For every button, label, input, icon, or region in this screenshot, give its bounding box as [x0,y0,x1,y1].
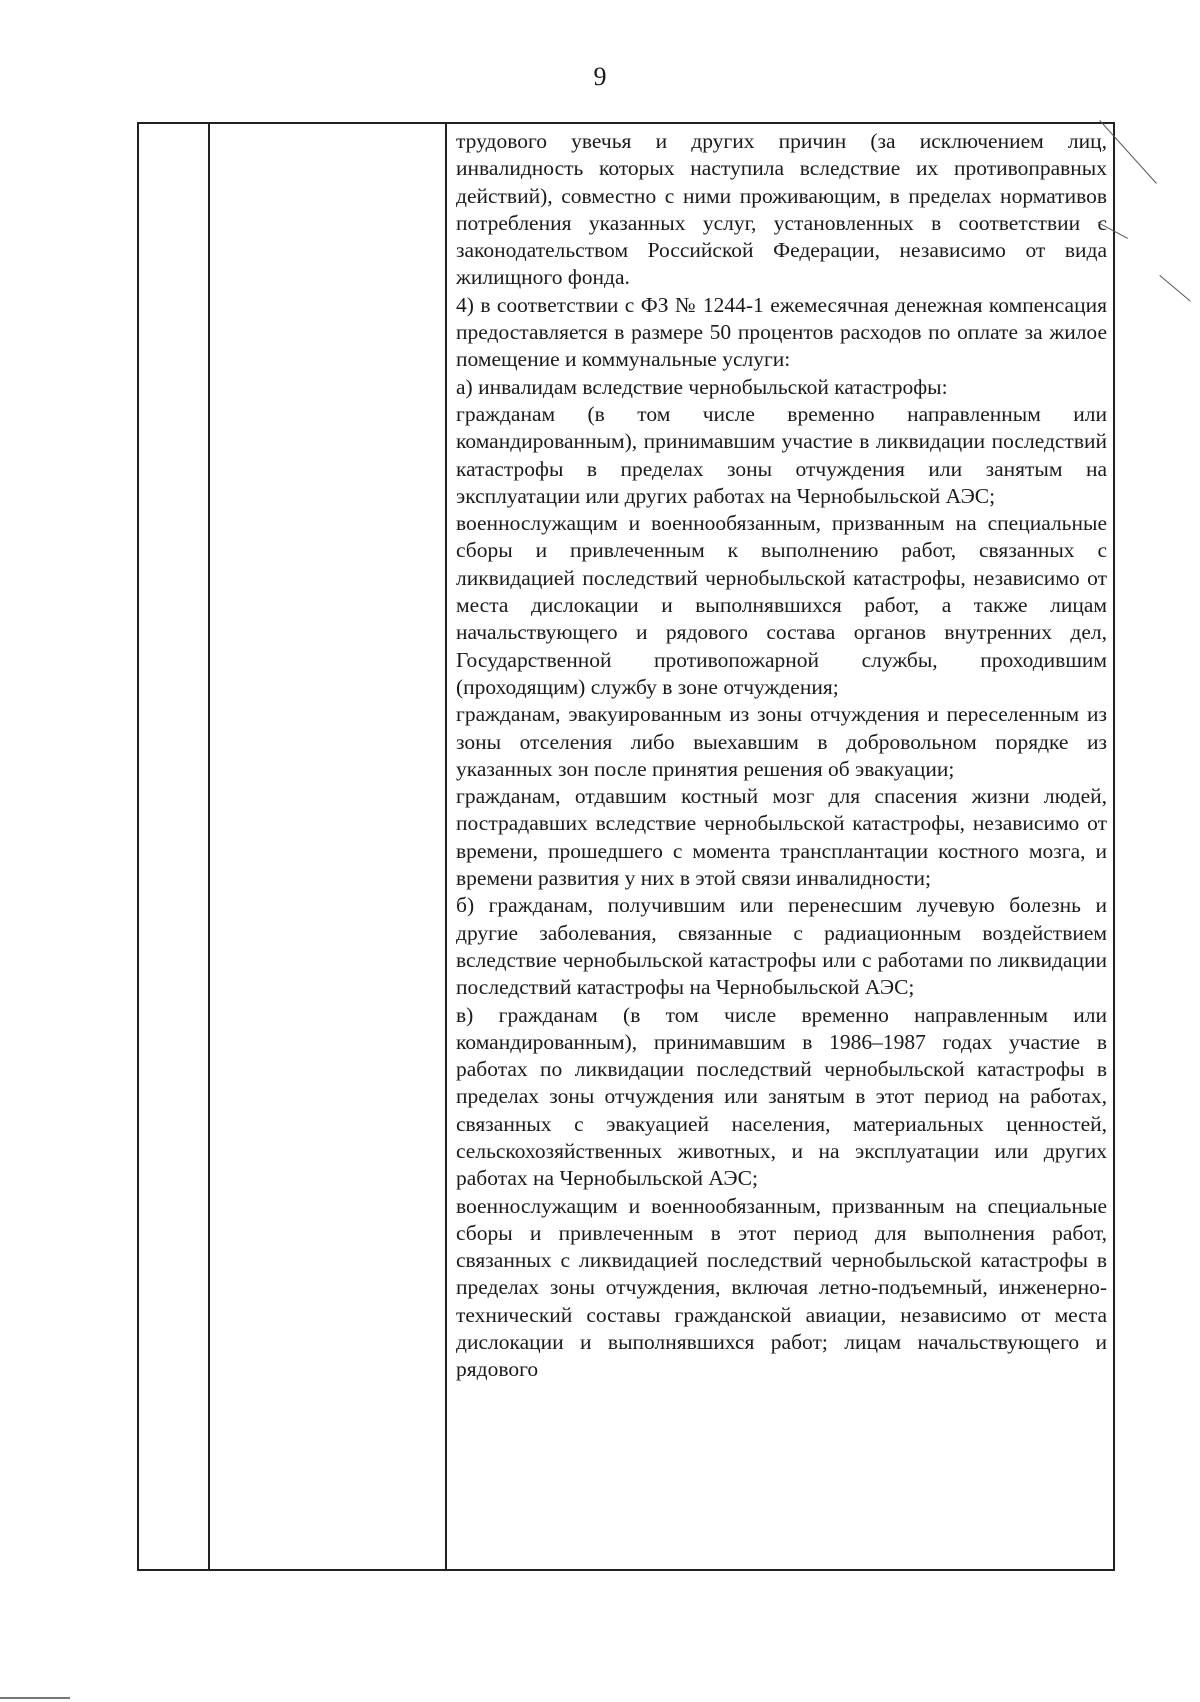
paragraph-item-b: б) гражданам, получившим или перенесшим лучевую болезнь и другие заболевания, связанные с радиационным воздействием вследствие чернобыльской катастрофы или с работами по ликвидации последствий катастрофы на Чернобыльской АЭС; [456,893,1107,1000]
paragraph-item-a: а) инвалидам вследствие чернобыльской катастрофы: [456,374,948,399]
pen-mark [1159,275,1190,301]
paragraph-item-4: 4) в соответствии с ФЗ № 1244-1 ежемесячная денежная компенсация предоставляется в размере 50 процентов расходов по оплате за жилое помещение и коммунальные услуги: [456,292,1107,372]
paragraph-bone-marrow: гражданам, отдавшим костный мозг для спасения жизни людей, пострадавших вследствие чернобыльской катастрофы, независимо от времени, прошедшего с момента трансплантации костного мозга, и времени развития у них в этой связи инвалидности; [456,784,1107,891]
paragraph-evacuated: гражданам, эвакуированным из зоны отчуждения и переселенным из зоны отселения либо выехавшим в добровольном порядке из указанных зон после принятия решения об эвакуации; [456,702,1107,781]
paragraph-continuation: трудового увечья и других причин (за исключением лиц, инвалидность которых наступила вследствие их противоправных действий), совместно с ними проживающим, в пределах нормативов потребления указанных услуг, установленных в соответствии с законодательством Российской Федерации, независимо от вида жилищного фонда. [456,129,1107,290]
paragraph-military: военнослужащим и военнообязанным, призванным на специальные сборы и привлеченным к выполнению работ, связанных с ликвидацией последствий чернобыльской катастрофы, независимо от места дислокации и выполнявшихся работ, а также лицам начальствующего и рядового состава органов внутренних дел, Государственной противопожарной службы, проходившим (проходящим) службу в зоне отчуждения; [456,511,1107,699]
column-divider-2 [445,124,447,1569]
scan-edge-mark [0,1697,70,1699]
table-text-cell [456,128,1107,1384]
paragraph-item-v: в) гражданам (в том числе временно направленным или командированным), принимавшим в 1986–1987 годах участие в работах по ликвидации последствий чернобыльской катастрофы в пределах зоны отчуждения или занятым в этот период на работах, связанных с эвакуацией населения, материальных ценностей, сельскохозяйственных животных, и на эксплуатации или других работах на Чернобыльской АЭС; [456,1002,1107,1191]
page-number: 9 [593,62,607,91]
document-table [137,122,1115,1571]
paragraph-military-1986: военнослужащим и военнообязанным, призванным на специальные сборы и привлеченным в этот период для выполнения работ, связанных с ликвидацией последствий чернобыльской катастрофы в пределах зоны отчуждения, включая летно-подъемный, инженерно-технический составы гражданской авиации, независимо от места дислокации и выполнявшихся работ; лицам начальствующего и рядового [456,1193,1107,1382]
paragraph-liquidators: гражданам (в том числе временно направленным или командированным), принимавшим участие в ликвидации последствий катастрофы в пределах зоны отчуждения или занятым на эксплуатации или других работах на Чернобыльской АЭС; [456,401,1107,508]
column-divider-1 [208,124,210,1569]
